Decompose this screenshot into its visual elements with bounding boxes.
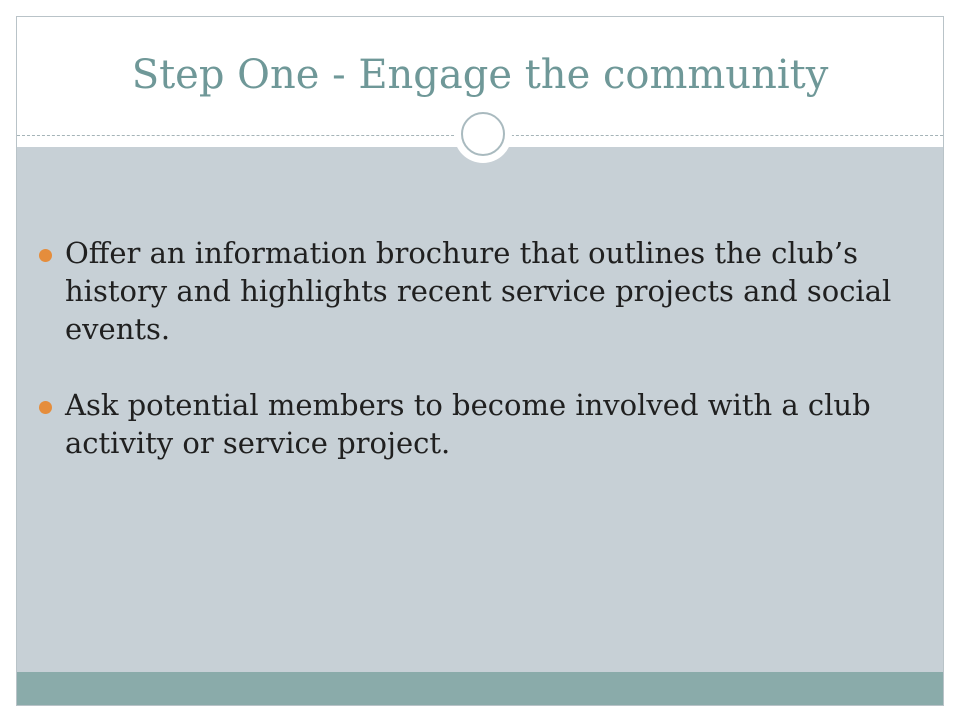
- list-item: [39, 234, 899, 348]
- list-item: [39, 386, 899, 462]
- bullet-text: Offer an information brochure that outlines the club’s history and highlights recent service projects and social events.: [65, 236, 892, 346]
- circle-ring: [461, 112, 505, 156]
- circle-ornament-icon: [454, 105, 512, 163]
- slide-title: Step One - Engage the community: [131, 52, 829, 98]
- slide-frame: [16, 16, 944, 706]
- bullet-dot-icon: [39, 249, 52, 262]
- footer-band: [17, 672, 943, 705]
- bullet-list: [39, 234, 899, 500]
- bullet-dot-icon: [39, 401, 52, 414]
- bullet-text: Ask potential members to become involved with a club activity or service project.: [65, 388, 871, 460]
